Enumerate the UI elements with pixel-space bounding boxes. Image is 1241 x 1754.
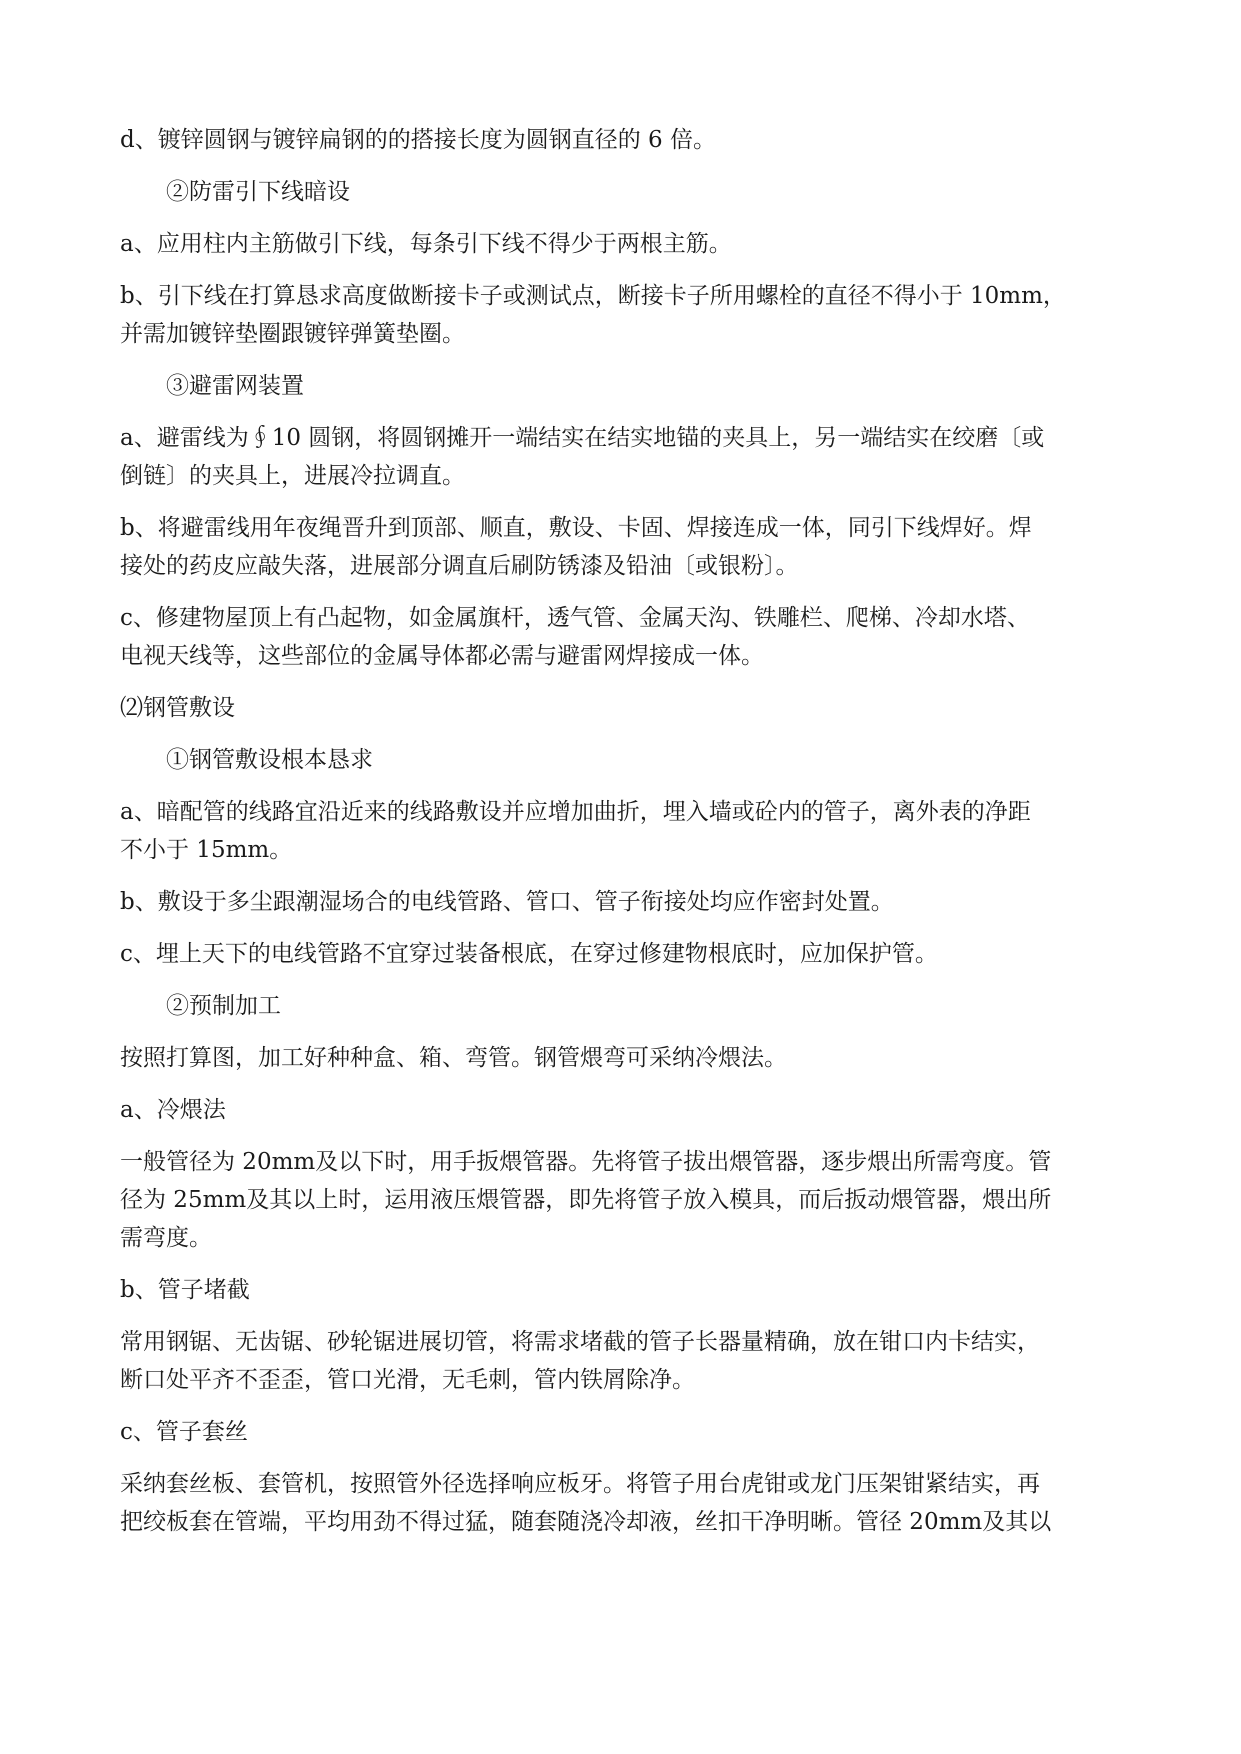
- text-line: a、暗配管的线路宜沿近来的线路敷设并应增加曲折，埋入墙或砼内的管子，离外表的净距: [120, 799, 1031, 825]
- text-line: b、管子堵截: [120, 1277, 250, 1303]
- text-line: b、将避雷线用年夜绳晋升到顶部、顺直，敷设、卡固、焊接连成一体，同引下线焊好。焊: [120, 515, 1032, 541]
- text-line: 径为 25mm及其以上时，运用液压煨管器，即先将管子放入模具，而后扳动煨管器，煨出所: [120, 1187, 1052, 1213]
- text-line: d、镀锌圆钢与镀锌扁钢的的搭接长度为圆钢直径的 6 倍。: [120, 127, 716, 153]
- text-line: c、修建物屋顶上有凸起物，如金属旗杆，透气管、金属天沟、铁雕栏、爬梯、冷却水塔、: [120, 605, 1030, 631]
- section-heading: ②防雷引下线暗设: [166, 179, 350, 205]
- section-heading: ⑵钢管敷设: [120, 695, 235, 721]
- text-line: 一般管径为 20mm及以下时，用手扳煨管器。先将管子拔出煨管器，逐步煨出所需弯度。管: [120, 1149, 1052, 1175]
- text-line: 按照打算图，加工好种种盒、箱、弯管。钢管煨弯可采纳冷煨法。: [120, 1045, 787, 1071]
- text-line: 并需加镀锌垫圈跟镀锌弹簧垫圈。: [120, 321, 465, 347]
- section-heading: ③避雷网装置: [166, 373, 304, 399]
- text-line: a、冷煨法: [120, 1097, 226, 1123]
- section-heading: ①钢管敷设根本恳求: [166, 747, 373, 773]
- section-heading: ②预制加工: [166, 993, 281, 1019]
- text-line: 电视天线等，这些部位的金属导体都必需与避雷网焊接成一体。: [120, 643, 764, 669]
- text-line: 常用钢锯、无齿锯、砂轮锯进展切管，将需求堵截的管子长器量精确，放在钳口内卡结实，: [120, 1329, 1040, 1355]
- text-line: a、避雷线为∮10 圆钢，将圆钢摊开一端结实在结实地锚的夹具上，另一端结实在绞磨〔或: [120, 425, 1045, 451]
- text-line: b、引下线在打算恳求高度做断接卡子或测试点，断接卡子所用螺栓的直径不得小于 10mm，: [120, 283, 1066, 309]
- text-line: 采纳套丝板、套管机，按照管外径选择响应板牙。将管子用台虎钳或龙门压架钳紧结实，再: [120, 1471, 1040, 1497]
- text-line: c、管子套丝: [120, 1419, 248, 1445]
- text-line: 需弯度。: [120, 1225, 212, 1251]
- text-line: 断口处平齐不歪歪，管口光滑，无毛刺，管内铁屑除净。: [120, 1367, 695, 1393]
- text-line: a、应用柱内主筋做引下线，每条引下线不得少于两根主筋。: [120, 231, 732, 257]
- text-line: b、敷设于多尘跟潮湿场合的电线管路、管口、管子衔接处均应作密封处置。: [120, 889, 894, 915]
- text-line: c、埋上天下的电线管路不宜穿过装备根底，在穿过修建物根底时，应加保护管。: [120, 941, 938, 967]
- text-line: 接处的药皮应敲失落，进展部分调直后刷防锈漆及铅油〔或银粉〕。: [120, 553, 799, 579]
- text-line: 不小于 15mm。: [120, 837, 293, 863]
- text-line: 把绞板套在管端，平均用劲不得过猛，随套随浇冷却液，丝扣干净明晰。管径 20mm及其以: [120, 1509, 1052, 1535]
- text-line: 倒链〕的夹具上，进展冷拉调直。: [120, 463, 465, 489]
